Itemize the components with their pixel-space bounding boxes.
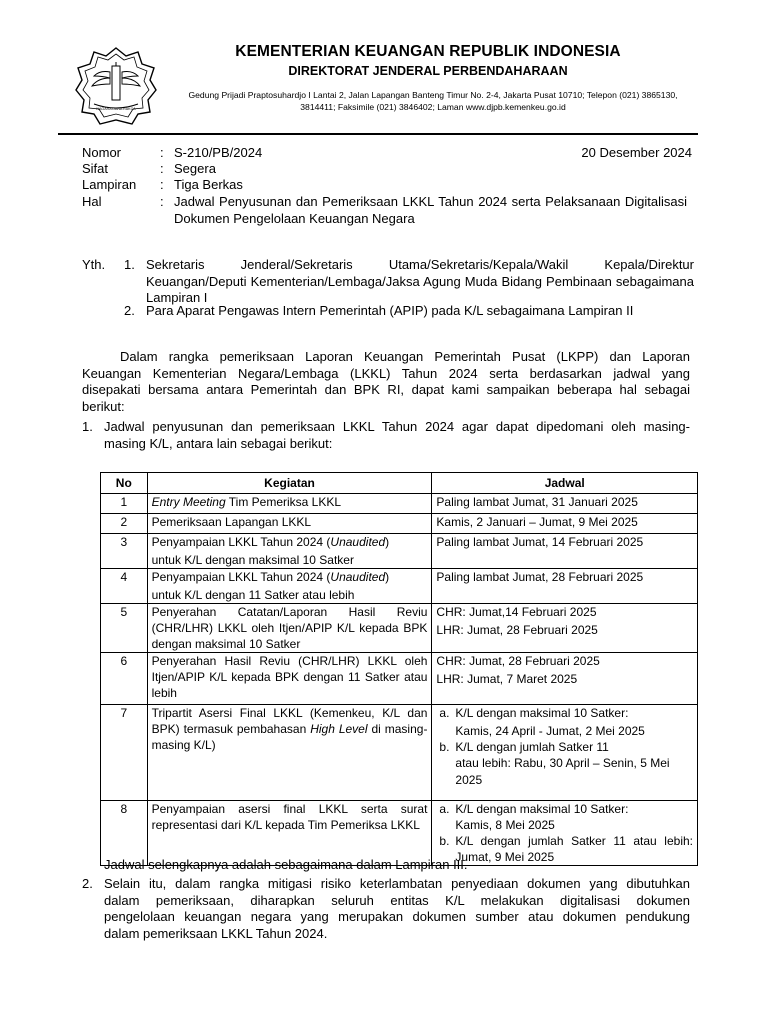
row-no: 8	[101, 801, 148, 866]
table-row	[101, 705, 698, 801]
nomor-label: Nomor	[82, 145, 122, 160]
sub-text: K/L dengan jumlah Satker 11	[455, 740, 609, 754]
kegiatan-text: Penyampaian LKKL Tahun 2024 (	[151, 535, 331, 549]
row-jadwal	[432, 705, 698, 801]
row-kegiatan	[147, 534, 432, 569]
jadwal-lhr: LHR: Jumat, 28 Februari 2025	[436, 623, 598, 637]
row-no: 7	[101, 705, 148, 801]
sifat-value: Segera	[174, 161, 216, 176]
kegiatan-text: untuk K/L dengan 11 Satker atau lebih	[151, 588, 355, 602]
kegiatan-text: )	[385, 570, 390, 584]
sifat-colon: :	[160, 161, 164, 176]
addressee-2-number: 2.	[124, 303, 135, 318]
jadwal-chr: CHR: Jumat, 28 Februari 2025	[436, 654, 600, 668]
table-row	[101, 604, 698, 653]
directorate-title: DIREKTORAT JENDERAL PERBENDAHARAAN	[288, 64, 568, 78]
italic-term: High Level	[310, 722, 368, 736]
row-jadwal: Kamis, 2 Januari – Jumat, 9 Mei 2025	[432, 514, 698, 534]
point-2-line: dalam pemeriksaan LKKL Tahun 2024.	[104, 925, 328, 941]
jadwal-sub-b	[436, 833, 693, 865]
nomor-colon: :	[160, 145, 164, 160]
sub-letter: a.	[439, 706, 450, 720]
lampiran-iii-note: Jadwal selengkapnya adalah sebagaimana dalam Lampiran III.	[104, 857, 468, 872]
jadwal-sub-a	[436, 705, 693, 739]
kegiatan-text: Penyampaian LKKL Tahun 2024 (	[151, 570, 331, 584]
letterhead-address	[176, 89, 690, 113]
address-line-2: 3814411; Faksimile (021) 3846402; Laman www.djpb.kemenkeu.go.id	[300, 102, 566, 112]
row-kegiatan	[147, 569, 432, 604]
ministry-title: KEMENTERIAN KEUANGAN REPUBLIK INDONESIA	[235, 43, 621, 60]
yth-label: Yth.	[82, 257, 106, 272]
jadwal-sub-a	[436, 801, 693, 833]
hal-label: Hal	[82, 194, 102, 209]
row-jadwal: Paling lambat Jumat, 28 Februari 2025	[432, 569, 698, 604]
row-no: 4	[101, 569, 148, 604]
col-header-kegiatan: Kegiatan	[147, 473, 432, 494]
sub-text: K/L dengan maksimal 10 Satker:	[455, 802, 629, 816]
lampiran-colon: :	[160, 177, 164, 192]
row-no: 2	[101, 514, 148, 534]
point-2-text	[104, 876, 690, 942]
row-kegiatan: Penyerahan Catatan/Laporan Hasil Reviu (CHR/LHR) LKKL oleh Itjen/APIP K/L kepada BPK dengan maksimal 10 Satker	[147, 604, 432, 653]
table-header-row	[101, 473, 698, 494]
sub-text: K/L dengan maksimal 10 Satker:	[455, 706, 629, 720]
jadwal-sub-b	[436, 739, 693, 789]
schedule-table	[100, 472, 698, 866]
row-no: 5	[101, 604, 148, 653]
intro-paragraph	[82, 349, 690, 415]
hal-value: Jadwal Penyusunan dan Pemeriksaan LKKL Tahun 2024 serta Pelaksanaan Digitalisasi Dokumen Pengelolaan Keuangan Negara	[174, 194, 687, 226]
letter-date: 20 Desember 2024	[581, 145, 692, 160]
kegiatan-text: )	[385, 535, 390, 549]
point-2-line: Selain itu, dalam rangka mitigasi risiko keterlambatan penyediaan dokumen yang dibutuhkan	[104, 876, 690, 891]
point-1-line: Jadwal penyusunan dan pemeriksaan LKKL Tahun 2024 agar dapat dipedomani oleh masing-	[104, 419, 690, 434]
svg-text:NAGARA DANA RAKCA: NAGARA DANA RAKCA	[96, 107, 136, 111]
intro-line: disepakati bersama antara Pemerintah dan BPK RI, dapat kami sampaikan beberapa hal sebagai	[82, 382, 690, 397]
lampiran-label: Lampiran	[82, 177, 137, 192]
kegiatan-text: Tripartit Asersi Final LKKL (Kemenkeu, K/L dan BPK) termasuk pembahasan	[151, 706, 428, 736]
point-2-number: 2.	[82, 876, 93, 891]
row-no: 1	[101, 494, 148, 514]
row-jadwal: Paling lambat Jumat, 31 Januari 2025	[432, 494, 698, 514]
row-kegiatan: Penyerahan Hasil Reviu (CHR/LHR) LKKL oleh Itjen/APIP K/L kepada BPK dengan 11 Satker atau lebih	[147, 653, 432, 705]
row-jadwal	[432, 653, 698, 705]
table-row	[101, 534, 698, 569]
table-row	[101, 653, 698, 705]
table-row	[101, 514, 698, 534]
row-kegiatan: Pemeriksaan Lapangan LKKL	[147, 514, 432, 534]
table-row	[101, 801, 698, 866]
intro-line: berikut:	[82, 398, 125, 414]
italic-term: Entry Meeting	[151, 495, 226, 509]
row-jadwal	[432, 801, 698, 866]
table-row	[101, 494, 698, 514]
address-line-1: Gedung Prijadi Praptosuhardjo I Lantai 2, Jalan Lapangan Banteng Timur No. 2-4, Jakarta Pusat 10710; Telepon (021) 3865130,	[188, 90, 678, 100]
kegiatan-text: untuk K/L dengan maksimal 10 Satker	[151, 553, 354, 567]
row-jadwal	[432, 604, 698, 653]
sub-text: K/L dengan jumlah Satker 11 atau lebih: Jumat, 9 Mei 2025	[455, 834, 693, 864]
addressee-1-text: Sekretaris Jenderal/Sekretaris Utama/Sekretaris/Kepala/Wakil Kepala/Direktur Keuangan/Deputi Kementerian/Lembaga/Jaksa Agung Muda Bidang Pembinaan sebagaimana Lampiran I	[146, 257, 694, 305]
jadwal-lhr: LHR: Jumat, 7 Maret 2025	[436, 672, 578, 686]
kegiatan-text: di masing-masing K/L)	[151, 722, 428, 752]
lampiran-value: Tiga Berkas	[174, 177, 243, 192]
italic-term: Unaudited	[330, 570, 386, 584]
sub-text: atau lebih: Rabu, 30 April – Senin, 5 Mei 2025	[455, 756, 670, 787]
letterhead-rule	[58, 133, 698, 135]
kegiatan-text: Tim Pemeriksa LKKL	[225, 495, 342, 509]
point-1-number: 1.	[82, 419, 93, 434]
intro-line: Keuangan Kementerian Negara/Lembaga (LKKL) Tahun 2024 serta berdasarkan jadwal yang	[82, 365, 690, 381]
row-kegiatan	[147, 705, 432, 801]
jadwal-chr: CHR: Jumat,14 Februari 2025	[436, 605, 597, 619]
row-no: 3	[101, 534, 148, 569]
sub-letter: b.	[439, 740, 450, 754]
point-2-line: pengelolaan keuangan negara yang merupakan dokumen sumber atau dokumen pendukung	[104, 909, 690, 924]
point-2-line: dalam pemeriksaan, diharapkan seluruh entitas K/L melakukan digitalisasi dokumen	[104, 892, 690, 908]
sub-text: Kamis, 8 Mei 2025	[455, 818, 555, 832]
point-1-text	[104, 419, 690, 452]
addressee-2-text: Para Aparat Pengawas Intern Pemerintah (APIP) pada K/L sebagaimana Lampiran II	[146, 303, 634, 318]
addressee-1-number: 1.	[124, 257, 135, 272]
point-1-line: masing K/L, antara lain sebagai berikut:	[104, 435, 333, 451]
intro-line: Dalam rangka pemeriksaan Laporan Keuangan Pemerintah Pusat (LKPP) dan Laporan	[120, 349, 690, 364]
hal-colon: :	[160, 194, 164, 209]
sub-letter: b.	[439, 834, 450, 848]
table-row	[101, 569, 698, 604]
col-header-jadwal: Jadwal	[432, 473, 698, 494]
kemenkeu-logo	[74, 46, 158, 128]
row-no: 6	[101, 653, 148, 705]
sub-letter: a.	[439, 802, 450, 816]
nomor-value: S-210/PB/2024	[174, 145, 263, 160]
sub-text: Kamis, 24 April - Jumat, 2 Mei 2025	[455, 724, 645, 738]
row-kegiatan	[147, 494, 432, 514]
row-jadwal: Paling lambat Jumat, 14 Februari 2025	[432, 534, 698, 569]
row-kegiatan: Penyampaian asersi final LKKL serta surat representasi dari K/L kepada Tim Pemeriksa LKKL	[147, 801, 432, 866]
italic-term: Unaudited	[330, 535, 386, 549]
col-header-no: No	[101, 473, 148, 494]
sifat-label: Sifat	[82, 161, 109, 176]
